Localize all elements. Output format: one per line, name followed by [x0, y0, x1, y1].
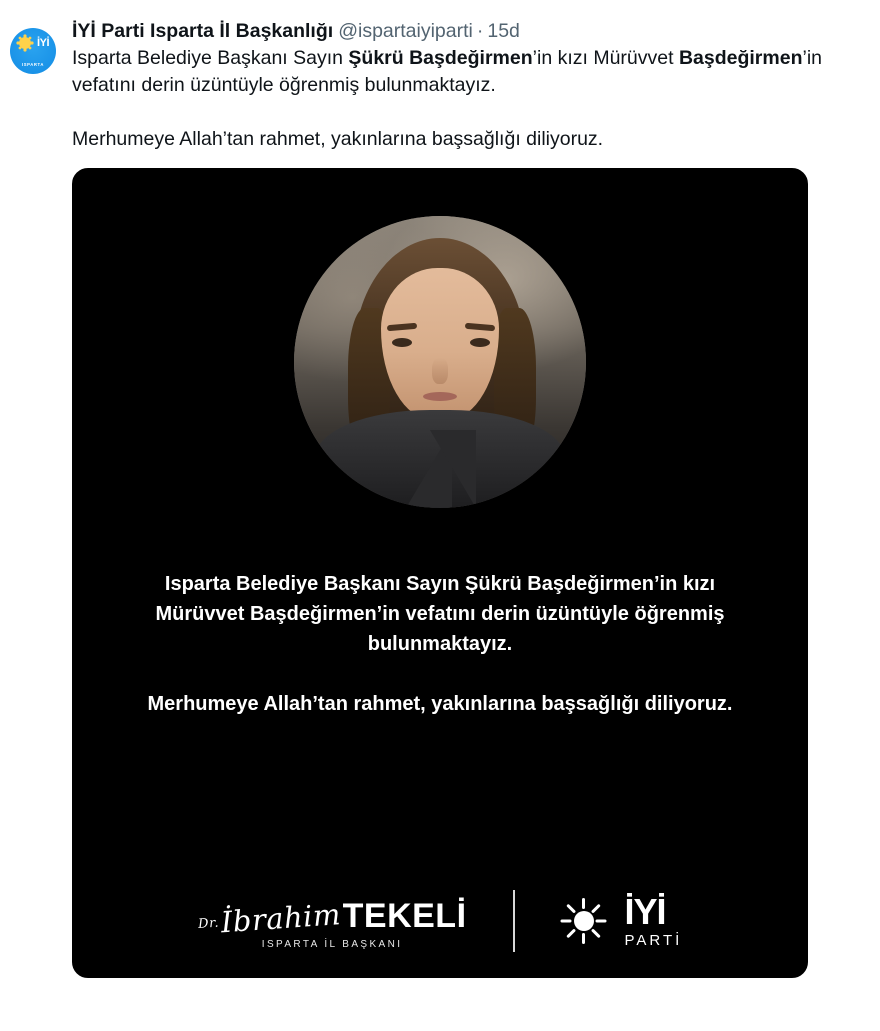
tweet-body	[66, 18, 842, 1031]
party-sub: PARTİ	[624, 932, 683, 949]
paragraph-gap	[72, 99, 842, 126]
account-handle[interactable]: @ispartaiyiparti	[338, 20, 473, 42]
media-caption-paragraph-2: Merhumeye Allah’tan rahmet, yakınlarına başsağlığı diliyoruz.	[147, 693, 733, 715]
account-display-name[interactable]: İYİ Parti Isparta İl Başkanlığı	[72, 20, 334, 42]
media-caption	[73, 569, 807, 719]
tweet-text-segment-2: ’in kızı Mürüvvet	[532, 47, 679, 69]
party-logo-text	[624, 891, 683, 949]
avatar-sub-label: ISPARTA	[22, 62, 44, 67]
sun-core	[574, 911, 594, 931]
media-logo-row	[73, 873, 807, 969]
signature-lastname: TEKELİ	[342, 896, 467, 935]
tweet-media-card[interactable]	[72, 168, 808, 978]
media-caption-gap	[125, 659, 755, 689]
portrait-eye-left	[392, 338, 412, 347]
portrait-mouth	[423, 392, 457, 401]
tweet-header	[72, 18, 842, 44]
tweet-text	[72, 45, 842, 153]
signature-logo	[198, 893, 467, 950]
signature-firstname: İbrahim	[219, 896, 342, 939]
avatar-mark-label: İYİ	[37, 37, 49, 49]
sun-ray	[591, 928, 601, 938]
sun-ray	[582, 898, 585, 909]
header-separator: ·	[476, 20, 484, 42]
media-caption-paragraph-1: Isparta Belediye Başkanı Sayın Şükrü Başdeğirmen’in kızı Mürüvvet Başdeğirmen’in vefatını derin üzüntüyle öğrenmiş bulunmaktayız.	[155, 573, 725, 655]
signature-prefix: Dr.	[197, 915, 220, 932]
sun-icon-large	[561, 898, 607, 944]
sun-ray	[591, 904, 601, 914]
portrait-nose	[432, 358, 448, 384]
tweet-text-paragraph-2: Merhumeye Allah’tan rahmet, yakınlarına başsağlığı diliyoruz.	[72, 128, 604, 150]
logo-divider	[513, 890, 515, 952]
party-logo	[561, 891, 683, 949]
tweet-text-segment-3: ’in vefatını derin üzüntüyle öğrenmiş bulunmaktayız.	[72, 47, 823, 96]
tweet-text-bold-1: Şükrü Başdeğirmen	[348, 47, 533, 69]
portrait-image	[294, 216, 586, 508]
party-name: İYİ	[624, 891, 666, 932]
page-right-gutter	[844, 0, 880, 1031]
avatar-column	[10, 18, 66, 1031]
signature-script	[197, 896, 342, 940]
sun-ray	[596, 920, 607, 923]
portrait-photo	[294, 216, 586, 508]
avatar[interactable]	[10, 28, 56, 74]
tweet-text-segment-1: Isparta Belediye Başkanı Sayın	[72, 47, 349, 69]
sun-ray	[561, 920, 572, 923]
sun-ray	[582, 933, 585, 944]
portrait-eye-right	[470, 338, 490, 347]
portrait-collar-right	[430, 430, 476, 508]
tweet-timestamp[interactable]: 15d	[487, 20, 520, 42]
tweet-text-bold-2: Başdeğirmen	[678, 47, 803, 69]
sun-icon	[19, 37, 31, 49]
sun-ray	[566, 928, 576, 938]
sun-ray	[566, 904, 576, 914]
signature-subtitle: ISPARTA İL BAŞKANI	[261, 938, 403, 950]
